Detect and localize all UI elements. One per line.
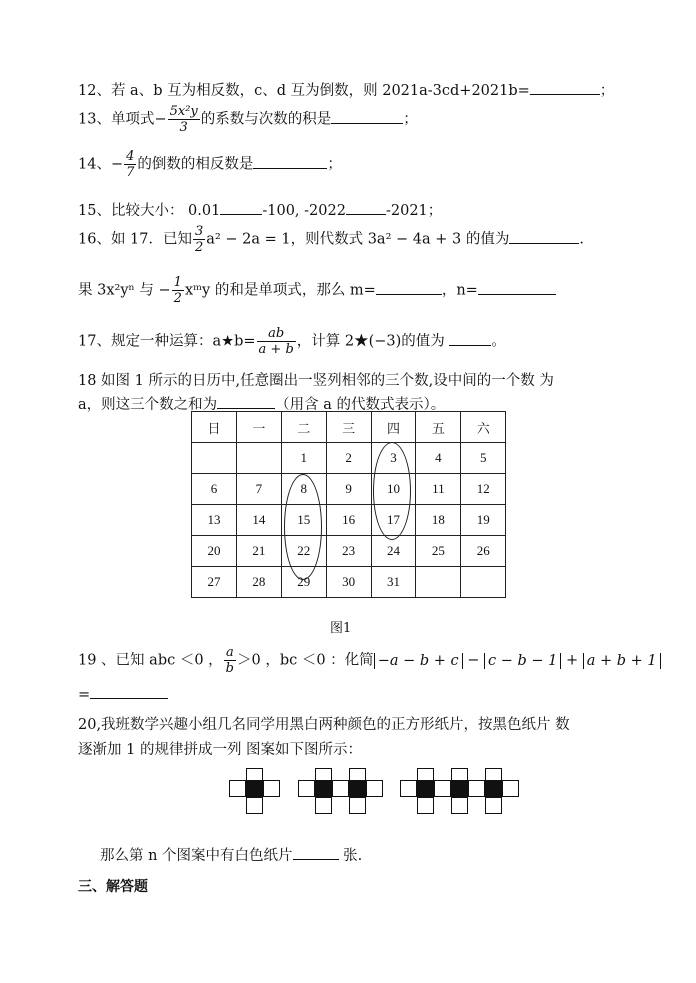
q14-answer-blank[interactable] — [253, 154, 327, 169]
calendar-header-cell: 三 — [326, 412, 371, 443]
q13-numerator: 5x²y — [169, 104, 198, 119]
q19-fraction — [224, 645, 236, 676]
q12-tail: ； — [599, 83, 615, 99]
white-square — [366, 780, 383, 797]
q17-numerator: ab — [257, 326, 296, 342]
black-square — [451, 780, 468, 797]
q18-text-1: 18 如图 1 所示的日历中,任意圈出一竖列相邻的三个数,设中间的一个数 为 — [78, 373, 554, 389]
calendar-cell: 31 — [371, 567, 416, 598]
q19-op-1: − — [462, 652, 484, 669]
question-20-line-2 — [78, 738, 362, 759]
question-20-answer — [100, 844, 362, 865]
q16b-middle: ，n= — [441, 282, 478, 299]
question-14 — [78, 149, 342, 180]
calendar-header-cell: 六 — [461, 412, 506, 443]
calendar-cell: 23 — [326, 536, 371, 567]
q20-text-2: 逐渐加 1 的规律拼成一列 图案如下图所示： — [78, 742, 363, 758]
calendar-row — [192, 474, 506, 505]
question-20-line-1 — [78, 713, 570, 734]
calendar-cell: 4 — [416, 443, 461, 474]
calendar-circle-3-10-17 — [373, 442, 411, 540]
q16b-blank-m[interactable] — [376, 280, 442, 295]
white-square — [485, 797, 502, 814]
q18-answer-blank[interactable] — [217, 394, 275, 409]
white-square — [468, 780, 485, 797]
q13-minus: − — [154, 111, 167, 128]
q14-text: 的倒数的相反数是 — [137, 156, 254, 173]
q16-numerator: 3 — [195, 224, 204, 239]
q19-text: ＞0 ，bc ＜0 ：化简 — [237, 652, 374, 669]
question-16-continued — [78, 275, 556, 306]
question-15 — [78, 199, 442, 220]
calendar-cell: 28 — [236, 567, 281, 598]
calendar-header-cell: 一 — [236, 412, 281, 443]
q15-blank-1[interactable] — [220, 200, 262, 215]
calendar-row — [192, 567, 506, 598]
calendar-cell: 16 — [326, 505, 371, 536]
q13-fraction — [168, 104, 200, 135]
calendar-cell: 30 — [326, 567, 371, 598]
calendar-cell: 12 — [461, 474, 506, 505]
calendar-cell: 3 — [371, 443, 416, 474]
calendar-cell — [461, 567, 506, 598]
question-12 — [78, 79, 614, 100]
black-square — [246, 780, 263, 797]
question-19-line-2 — [78, 684, 168, 703]
q19-answer-blank[interactable] — [90, 684, 168, 699]
black-square — [485, 780, 502, 797]
white-square — [315, 797, 332, 814]
calendar-cell: 8 — [281, 474, 326, 505]
calendar-cell: 20 — [192, 536, 237, 567]
q20-text-1: 20,我班数学兴趣小组几名同学用黑白两种颜色的正方形纸片，按黑色纸片 数 — [78, 717, 570, 733]
q14-numerator: 4 — [126, 149, 135, 164]
calendar-cell: 24 — [371, 536, 416, 567]
white-square — [229, 780, 246, 797]
calendar-row — [192, 505, 506, 536]
q17-fraction — [257, 326, 296, 357]
calendar-circle-8-15-22 — [284, 474, 322, 580]
calendar-cell: 18 — [416, 505, 461, 536]
white-square — [298, 780, 315, 797]
q20-answer-prefix: 那么第 n 个图案中有白色纸片 — [100, 848, 293, 864]
q19-abs-2: c − b − 1 — [484, 653, 561, 669]
calendar-row — [192, 536, 506, 567]
q13-text: 的系数与次数的积是 — [200, 111, 332, 128]
q17-denominator: a + b — [258, 342, 294, 357]
q19-equals: = — [78, 687, 91, 703]
calendar-cell: 19 — [461, 505, 506, 536]
section-title: 三、解答题 — [78, 879, 148, 895]
q19-denominator: b — [225, 661, 234, 676]
q14-tail: ； — [327, 156, 342, 173]
q16b-denominator: 2 — [173, 291, 182, 306]
calendar-cell — [416, 567, 461, 598]
question-18-line-1 — [78, 369, 554, 390]
q16b-fraction — [172, 275, 184, 306]
q13-tail: ； — [403, 111, 418, 128]
calendar-cell: 13 — [192, 505, 237, 536]
q17-answer-blank[interactable] — [449, 331, 491, 346]
calendar-header-cell: 五 — [416, 412, 461, 443]
q16-denominator: 2 — [195, 240, 204, 255]
q16-tail: . — [579, 231, 584, 248]
calendar-cell: 9 — [326, 474, 371, 505]
question-16 — [78, 224, 584, 255]
q17-tail: 。 — [491, 333, 506, 350]
q20-answer-blank[interactable] — [293, 845, 339, 860]
q14-minus: − — [110, 156, 124, 173]
calendar-header-cell: 日 — [192, 412, 237, 443]
white-square — [246, 797, 263, 814]
q17-prefix: 17、规定一种运算：a★b= — [78, 333, 256, 350]
calendar-header-cell: 二 — [281, 412, 326, 443]
q14-fraction — [124, 149, 136, 180]
white-square — [451, 797, 468, 814]
calendar-cell — [192, 443, 237, 474]
q19-abs-1: −a − b + c — [374, 653, 463, 669]
black-square — [349, 780, 366, 797]
q16-prefix: 16、如 17．已知 — [78, 231, 193, 248]
q19-prefix: 19 、已知 abc ＜0 ， — [78, 652, 223, 669]
calendar-cell: 27 — [192, 567, 237, 598]
white-square — [417, 797, 434, 814]
calendar-cell: 6 — [192, 474, 237, 505]
calendar-table — [191, 411, 506, 598]
calendar-header-cell: 四 — [371, 412, 416, 443]
calendar-cell: 17 — [371, 505, 416, 536]
q19-abs-3: a + b + 1 — [583, 653, 661, 669]
calendar-cell: 7 — [236, 474, 281, 505]
white-square — [502, 780, 519, 797]
calendar-cell: 5 — [461, 443, 506, 474]
q16b-numerator: 1 — [173, 275, 182, 290]
calendar-cell: 11 — [416, 474, 461, 505]
calendar-cell: 26 — [461, 536, 506, 567]
q12-text: 12、若 a、b 互为相反数，c、d 互为倒数，则 2021a-3cd+2021b= — [78, 83, 530, 99]
q13-prefix: 13、单项式 — [78, 111, 155, 128]
question-13 — [78, 104, 418, 135]
question-17 — [78, 326, 506, 357]
q20-answer-suffix: 张. — [343, 848, 363, 864]
q16-expression: a² − 2a = 1，则代数式 3a² − 4a + 3 的值为 — [206, 231, 510, 248]
white-square — [434, 780, 451, 797]
q18-text-2b: （用含 a 的代数式表示）。 — [275, 397, 446, 413]
calendar-cell: 2 — [326, 443, 371, 474]
q15-prefix: 15、比较大小： 0.01 — [78, 203, 221, 219]
calendar-row — [192, 443, 506, 474]
q19-op-2: + — [561, 652, 583, 669]
calendar-cell: 15 — [281, 505, 326, 536]
calendar-cell: 21 — [236, 536, 281, 567]
q16-fraction — [193, 224, 205, 255]
q19-numerator: a — [224, 645, 236, 661]
q18-text-2a: a，则这三个数之和为 — [78, 397, 218, 413]
q17-text: ，计算 2★(−3)的值为 — [296, 333, 445, 350]
calendar-header-row — [192, 412, 506, 443]
q14-denominator: 7 — [126, 165, 135, 180]
black-square — [315, 780, 332, 797]
q15-suffix: -2021； — [385, 203, 443, 219]
calendar-cell: 14 — [236, 505, 281, 536]
q16b-expression: xᵐy 的和是单项式，那么 m= — [184, 282, 376, 299]
white-square — [332, 780, 349, 797]
q15-middle: -100, -2022 — [262, 203, 346, 219]
calendar-cell: 25 — [416, 536, 461, 567]
q12-answer-blank[interactable] — [530, 80, 600, 95]
q14-prefix: 14、 — [78, 156, 111, 173]
calendar-cell: 1 — [281, 443, 326, 474]
black-square — [417, 780, 434, 797]
calendar-caption: 图1 — [330, 621, 352, 636]
calendar-cell: 22 — [281, 536, 326, 567]
question-19 — [78, 645, 661, 676]
q16b-prefix: 果 3x²yⁿ 与 − — [78, 282, 171, 299]
q13-answer-blank[interactable] — [331, 109, 403, 124]
white-square — [263, 780, 280, 797]
q15-blank-2[interactable] — [346, 200, 386, 215]
calendar-cell: 29 — [281, 567, 326, 598]
calendar-cell: 10 — [371, 474, 416, 505]
q13-denominator: 3 — [179, 120, 188, 135]
calendar-cell — [236, 443, 281, 474]
white-square — [349, 797, 366, 814]
q16-answer-blank[interactable] — [509, 229, 579, 244]
q16b-blank-n[interactable] — [478, 280, 556, 295]
white-square — [400, 780, 417, 797]
